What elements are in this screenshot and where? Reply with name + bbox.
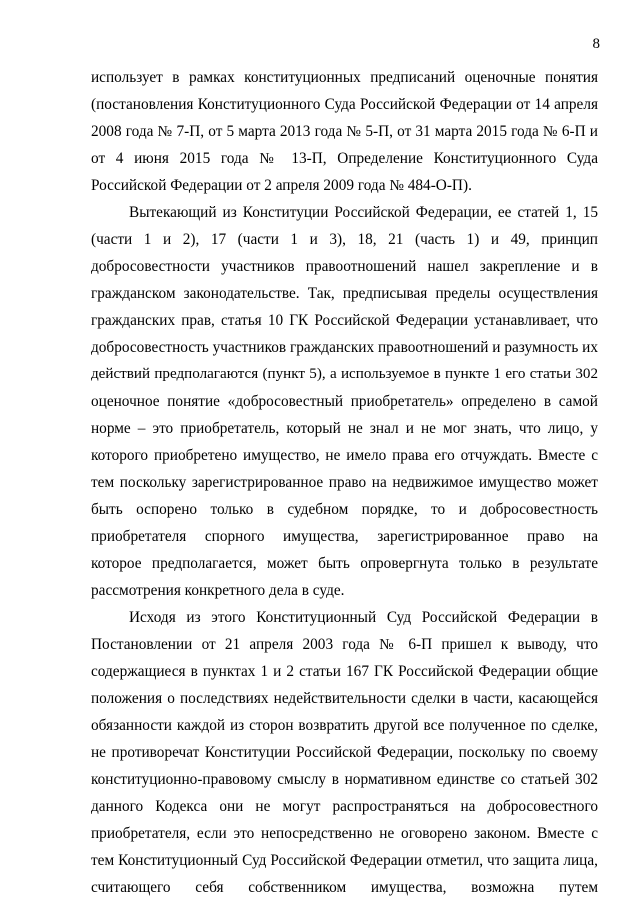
text-line: считающего себя собственником имущества, возможна путем	[91, 879, 598, 896]
text-line: приобретателя спорного имущества, зарегистрированное право на	[91, 528, 598, 545]
text-line: которое предполагается, может быть опровергнута только в результате	[91, 555, 598, 572]
text-line: норме – это приобретатель, который не знал и не мог знать, что лицо, у	[91, 420, 598, 437]
text-line: не противоречат Конституции Российской Федерации, поскольку по своему	[91, 744, 598, 761]
text-line: действий предполагаются (пункт 5), а используемое в пункте 1 его статьи 302	[91, 366, 598, 382]
text-line: рассмотрения конкретного дела в суде.	[91, 582, 345, 599]
text-line: тем Конституционный Суд Российской Федерации отметил, что защита лица,	[91, 852, 598, 869]
text-line: добросовестность участников гражданских правоотношений и разумность их	[91, 339, 598, 356]
text-line: Постановлении от 21 апреля 2003 года № 6-П пришел к выводу, что	[91, 636, 598, 653]
document-body	[91, 64, 598, 901]
text-line: Вытекающий из Конституции Российской Федерации, ее статей 1, 15	[129, 204, 598, 221]
text-line: Российской Федерации от 2 апреля 2009 года № 484-О-П).	[91, 177, 472, 194]
text-line: приобретателя, если это непосредственно не оговорено законом. Вместе с	[91, 825, 598, 842]
text-line: положения о последствиях недействительности сделки в части, касающейся	[91, 690, 598, 707]
text-line: тем поскольку зарегистрированное право на недвижимое имущество может	[91, 474, 598, 491]
text-line: которого приобретено имущество, не имело права его отчуждать. Вместе с	[91, 447, 598, 464]
text-line: быть оспорено только в судебном порядке, то и добросовестность	[91, 501, 598, 518]
paragraph	[91, 604, 598, 901]
text-line: использует в рамках конституционных предписаний оценочные понятия	[91, 69, 598, 86]
text-line: добросовестности участников правоотношений нашел закрепление и в	[91, 258, 598, 275]
text-line: данного Кодекса они не могут распространяться на добросовестного	[91, 798, 598, 815]
paragraph	[91, 199, 598, 604]
text-line: гражданских прав, статья 10 ГК Российской Федерации устанавливает, что	[91, 312, 598, 329]
text-line: 2008 года № 7-П, от 5 марта 2013 года № 5-П, от 31 марта 2015 года № 6-П и	[91, 123, 598, 140]
text-line: конституционно-правовому смыслу в нормативном единстве со статьей 302	[91, 771, 598, 788]
paragraph	[91, 64, 598, 199]
text-line: (постановления Конституционного Суда Российской Федерации от 14 апреля	[91, 96, 598, 113]
text-line: обязанности каждой из сторон возвратить другой все полученное по сделке,	[91, 717, 598, 734]
text-line: от 4 июня 2015 года № 13-П, Определение Конституционного Суда	[91, 150, 598, 167]
text-line: Исходя из этого Конституционный Суд Российской Федерации в	[129, 609, 598, 626]
text-line: содержащиеся в пунктах 1 и 2 статьи 167 ГК Российской Федерации общие	[91, 663, 598, 680]
text-line: гражданском законодательстве. Так, предписывая пределы осуществления	[91, 285, 598, 302]
page-number: 8	[592, 36, 600, 52]
text-line: (части 1 и 2), 17 (части 1 и 3), 18, 21 (часть 1) и 49, принцип	[91, 231, 598, 248]
text-line: оценочное понятие «добросовестный приобретатель» определено в самой	[91, 393, 598, 410]
